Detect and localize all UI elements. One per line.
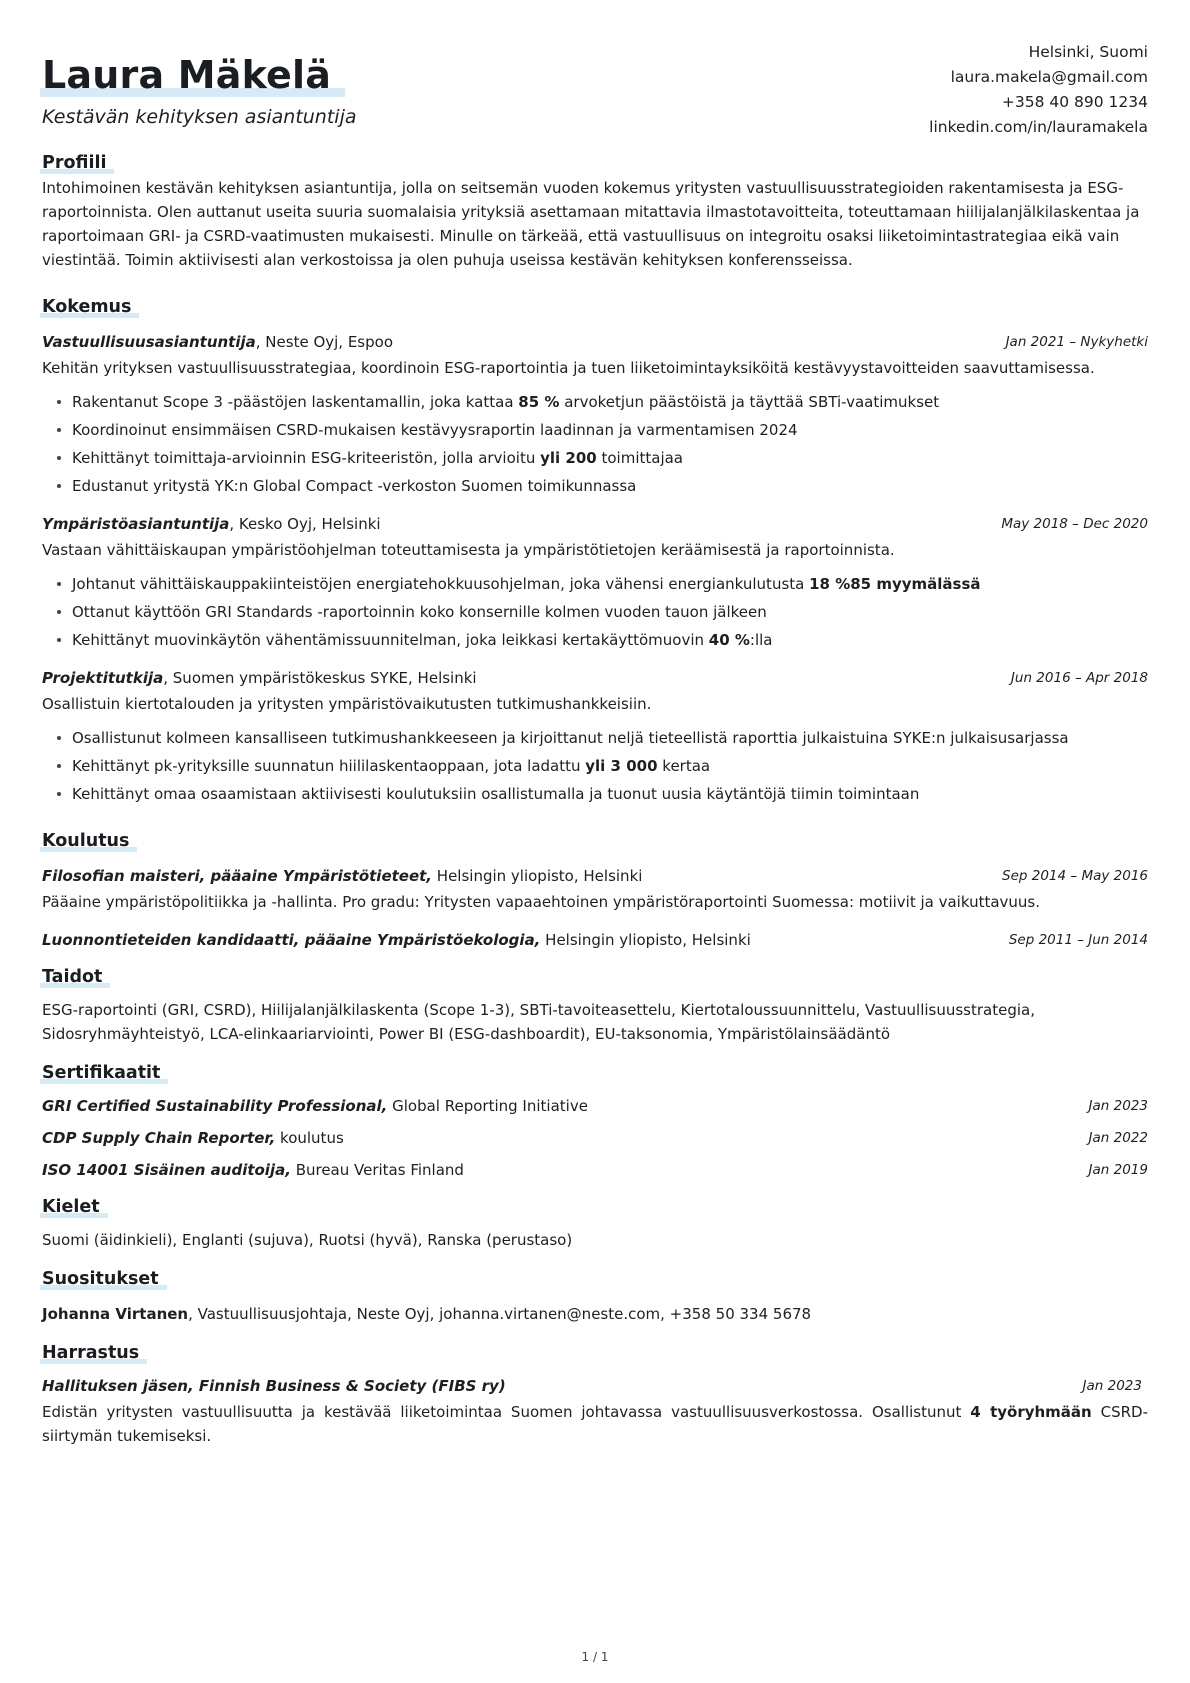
entry-lead: Filosofian maisteri, pääaine Ympäristötieteet, Helsingin yliopisto, Helsinki (42, 867, 643, 885)
entry-header (42, 864, 1148, 888)
section-hobbies (42, 1340, 1148, 1448)
languages-text: Suomi (äidinkieli), Englanti (sujuva), Ruotsi (hyvä), Ranska (perustaso) (42, 1231, 573, 1249)
entry-lead: GRI Certified Sustainability Professional, Global Reporting Initiative (42, 1097, 588, 1115)
entry-header (42, 1126, 1148, 1150)
hobby-entry (42, 1374, 1148, 1448)
section-references (42, 1266, 1148, 1326)
entry-lead: ISO 14001 Sisäinen auditoija, Bureau Veritas Finland (42, 1161, 464, 1179)
resume-header (42, 40, 1148, 150)
entry-date: Jan 2023 (1082, 1378, 1142, 1394)
profile-text: Intohimoinen kestävän kehityksen asiantuntija, jolla on seitsemän vuoden kokemus yritysten vastuullisuusstrategioiden rakentamisesta ja ESG-raportoinnista. Olen auttanut useita suuria suomalaisia yrityksiä asettamaan mitattavia ilmastotavoitteita, toteuttamaan hiilijalanjälkilaskentaa ja raportoimaan GRI- ja CSRD-vaatimusten mukaisesti. Minulle on tärkeää, että vastuullisuus on integroitu osaksi liiketoimintastrategiaa eikä vain viestintää. Toimin aktiivisesti alan verkostoissa ja olen puhuja useissa kestävän kehityksen konferensseissa. (42, 179, 1140, 269)
entry-lead: Ympäristöasiantuntija, Kesko Oyj, Helsinki (42, 515, 381, 533)
education-entry (42, 864, 1148, 914)
entry-date: Jan 2021 – Nykyhetki (1005, 334, 1148, 350)
achievement-list (42, 388, 1148, 500)
list-item: Edustanut yritystä YK:n Global Compact -verkoston Suomen toimikunnassa (42, 472, 1148, 500)
achievement-list (42, 570, 1148, 654)
entry-date: Jun 2016 – Apr 2018 (1010, 670, 1148, 686)
certificate-entry (42, 1126, 1148, 1150)
experience-entry (42, 512, 1148, 654)
entry-header (42, 1158, 1148, 1182)
section-profile (42, 150, 1148, 272)
section-skills (42, 964, 1148, 1046)
page-number: 1 / 1 (581, 1650, 609, 1664)
entry-description: Edistän yritysten vastuullisuutta ja kestävää liiketoimintaa Suomen johtavassa vastuullisuusverkostossa. Osallistunut 4 työryhmään CSRD-siirtymän tukemiseksi. (42, 1403, 1149, 1445)
entry-date: Jan 2023 (1088, 1098, 1148, 1114)
list-item: Ottanut käyttöön GRI Standards -raportoinnin koko konsernille kolmen vuoden tauon jälkeen (42, 598, 1148, 626)
section-heading-references: Suositukset (42, 1266, 1148, 1292)
section-education (42, 828, 1148, 952)
list-item: Kehittänyt toimittaja-arvioinnin ESG-kriteeristön, jolla arvioitu yli 200 toimittajaa (42, 444, 1148, 472)
contact-location: Helsinki, Suomi (1028, 43, 1148, 61)
entry-date: Sep 2011 – Jun 2014 (1008, 932, 1148, 948)
contact-email[interactable]: laura.makela@gmail.com (950, 68, 1148, 86)
section-certificates (42, 1060, 1148, 1182)
contact-block (929, 40, 1148, 140)
list-item: Kehittänyt muovinkäytön vähentämissuunnitelman, joka leikkasi kertakäyttömuovin 40 %:lla (42, 626, 1148, 654)
entry-header (42, 1094, 1148, 1118)
candidate-title: Kestävän kehityksen asiantuntija (42, 106, 357, 128)
entry-lead: CDP Supply Chain Reporter, koulutus (42, 1129, 344, 1147)
certificate-entry (42, 1094, 1148, 1118)
entry-lead: Luonnontieteiden kandidaatti, pääaine Ympäristöekologia, Helsingin yliopisto, Helsinki (42, 931, 751, 949)
skills-text: ESG-raportointi (GRI, CSRD), Hiilijalanjälkilaskenta (Scope 1-3), SBTi-tavoiteasettelu, Kiertotaloussuunnittelu, Vastuullisuusstrategia, Sidosryhmäyhteistyö, LCA-elinkaariarviointi, Power BI (ESG-dashboardit), EU-taksonomia, Ympäristölainsäädäntö (42, 1001, 1035, 1043)
list-item: Kehittänyt pk-yrityksille suunnatun hiililaskentaoppaan, jota ladattu yli 3 000 kertaa (42, 752, 1148, 780)
reference-entry: Johanna Virtanen, Vastuullisuusjohtaja, Neste Oyj, johanna.virtanen@neste.com, +358 50 334 5678 (42, 1305, 812, 1323)
list-item: Kehittänyt omaa osaamistaan aktiivisesti koulutuksiin osallistumalla ja tuonut uusia käytäntöjä tiimin toimintaan (42, 780, 1148, 808)
contact-linkedin[interactable]: linkedin.com/in/lauramakela (929, 118, 1148, 136)
experience-entry (42, 666, 1148, 808)
entry-lead: Vastuullisuusasiantuntija, Neste Oyj, Espoo (42, 333, 393, 351)
achievement-list (42, 724, 1148, 808)
list-item: Koordinoinut ensimmäisen CSRD-mukaisen kestävyysraportin laadinnan ja varmentamisen 2024 (42, 416, 1148, 444)
entry-date: May 2018 – Dec 2020 (1001, 516, 1148, 532)
entry-header (42, 1374, 1148, 1398)
section-heading-certificates: Sertifikaatit (42, 1060, 1148, 1086)
entry-description: Kehitän yrityksen vastuullisuusstrategiaa, koordinoin ESG-raportointia ja tuen liiketoimintayksiköitä kestävyystavoitteiden saavuttamisessa. (42, 359, 1095, 377)
experience-entry (42, 330, 1148, 500)
entry-description: Vastaan vähittäiskaupan ympäristöohjelman toteuttamisesta ja ympäristötietojen keräämisestä ja raportoinnista. (42, 541, 895, 559)
entry-header (42, 928, 1148, 952)
section-heading-hobbies: Harrastus (42, 1340, 1148, 1366)
contact-phone[interactable]: +358 40 890 1234 (1001, 93, 1148, 111)
certificate-entry (42, 1158, 1148, 1182)
resume-page (42, 40, 1148, 1448)
candidate-name: Laura Mäkelä (42, 53, 332, 97)
entry-header (42, 666, 1148, 690)
entry-lead: Projektitutkija, Suomen ympäristökeskus SYKE, Helsinki (42, 669, 477, 687)
list-item: Johtanut vähittäiskauppakiinteistöjen energiatehokkuusohjelman, joka vähensi energiankulutusta 18 %85 myymälässä (42, 570, 1148, 598)
entry-description: Pääaine ympäristöpolitiikka ja -hallinta. Pro gradu: Yritysten vapaaehtoinen ympäristöraportointi Suomessa: motiivit ja vaikuttavuus. (42, 893, 1040, 911)
section-heading-education: Koulutus (42, 828, 1148, 854)
section-heading-experience: Kokemus (42, 294, 1148, 320)
entry-lead: Hallituksen jäsen, Finnish Business & Society (FIBS ry) (42, 1377, 506, 1395)
entry-description: Osallistuin kiertotalouden ja yritysten ympäristövaikutusten tutkimushankkeisiin. (42, 695, 652, 713)
section-heading-languages: Kielet (42, 1194, 1148, 1220)
entry-date: Sep 2014 – May 2016 (1002, 868, 1148, 884)
section-languages (42, 1194, 1148, 1252)
education-entry (42, 928, 1148, 952)
entry-header (42, 512, 1148, 536)
list-item: Rakentanut Scope 3 -päästöjen laskentamallin, joka kattaa 85 % arvoketjun päästöistä ja täyttää SBTi-vaatimukset (42, 388, 1148, 416)
entry-header (42, 330, 1148, 354)
entry-date: Jan 2022 (1088, 1130, 1148, 1146)
section-heading-skills: Taidot (42, 964, 1148, 990)
entry-date: Jan 2019 (1088, 1162, 1148, 1178)
section-heading-profile: Profiili (42, 150, 1148, 176)
list-item: Osallistunut kolmeen kansalliseen tutkimushankkeeseen ja kirjoittanut neljä tieteellistä raporttia julkaistuina SYKE:n julkaisusarjassa (42, 724, 1148, 752)
section-experience (42, 294, 1148, 808)
